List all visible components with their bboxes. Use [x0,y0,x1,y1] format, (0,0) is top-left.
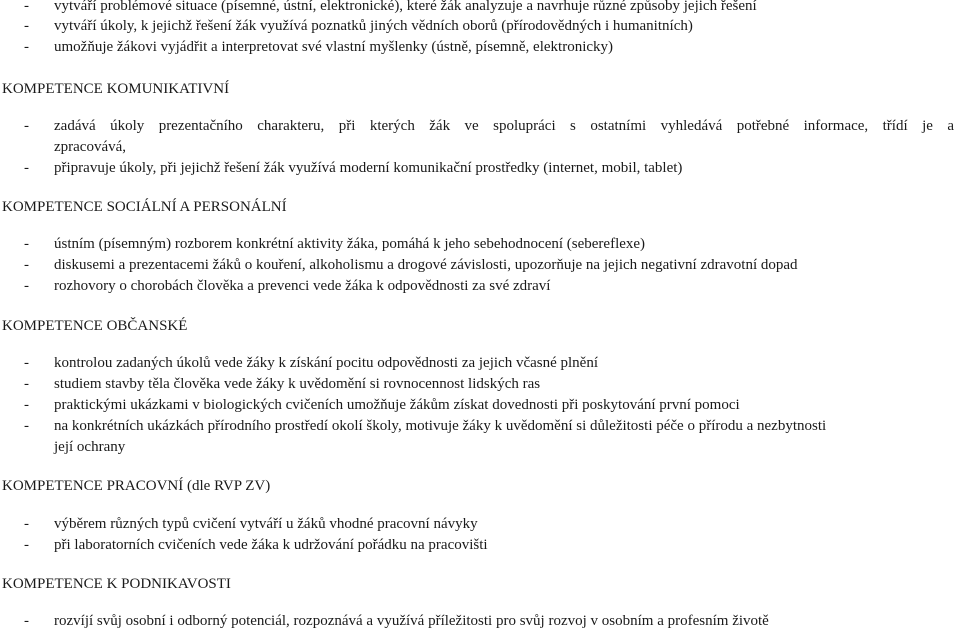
list-item-text: umožňuje žákovi vyjádřit a interpretovat své vlastní myšlenky (ústně, písemně, elektronicky) [54,39,614,55]
list-item-text: zadává úkoly prezentačního charakteru, při kterých žák ve spolupráci s ostatními vyhledává potřebné informace, třídí je a [54,118,954,134]
bullet-dash: - [24,613,29,629]
bullet-dash: - [24,537,29,553]
bullet-dash: - [24,418,29,434]
section-heading-pracovni [2,477,270,496]
bullet-dash: - [24,236,29,252]
bullet-dash: - [24,18,29,34]
list-item-text: připravuje úkoly, při jejichž řešení žák využívá moderní komunikační prostředky (internet, mobil, tablet) [54,160,683,176]
section-heading-socialni-personalni: KOMPETENCE SOCIÁLNÍ A PERSONÁLNÍ [2,199,287,215]
bullet-dash: - [24,397,29,413]
bullet-dash: - [24,257,29,273]
list-item-text: ústním (písemným) rozborem konkrétní aktivity žáka, pomáhá k jeho sebehodnocení (sebereflexe) [54,236,646,252]
heading-suffix: (dle RVP ZV) [183,478,271,494]
list-item-text: výběrem různých typů cvičení vytváří u žáků vhodné pracovní návyky [54,516,478,532]
list-item-text: rozvíjí svůj osobní i odborný potenciál, rozpoznává a využívá příležitosti pro svůj rozvoj v osobním a profesním životě [54,613,769,629]
list-item-text: na konkrétních ukázkách přírodního prostředí okolí školy, motivuje žáky k uvědomění si důležitosti péče o přírodu a nezbytnosti [54,418,827,434]
bullet-dash: - [24,0,29,14]
heading-text: KOMPETENCE PRACOVNÍ [2,478,184,494]
list-item-text: diskusemi a prezentacemi žáků o kouření, alkoholismu a drogové závislosti, upozorňuje na jejich negativní zdravotní dopad [54,257,798,273]
bullet-dash: - [24,39,29,55]
bullet-dash: - [24,118,29,134]
list-item-text: při laboratorních cvičeních vede žáka k udržování pořádku na pracovišti [54,537,488,553]
list-item-text: rozhovory o chorobách člověka a prevenci vede žáka k odpovědnosti za své zdraví [54,278,551,294]
bullet-dash: - [24,355,29,371]
list-item-text: praktickými ukázkami v biologických cvičeních umožňuje žákům získat dovednosti při poskytování první pomoci [54,397,740,413]
list-item-text: studiem stavby těla člověka vede žáky k uvědomění si rovnocennost lidských ras [54,376,541,392]
section-heading-podnikavost: KOMPETENCE K PODNIKAVOSTI [2,576,231,592]
list-item-text: vytváří úkoly, k jejichž řešení žák využívá poznatků jiných vědních oborů (přírodovědných i humanitních) [54,18,693,34]
list-item-text: zpracovává, [54,139,127,155]
bullet-dash: - [24,278,29,294]
bullet-dash: - [24,516,29,532]
bullet-dash: - [24,160,29,176]
list-item-text: vytváří problémové situace (písemné, ústní, elektronické), které žák analyzuje a navrhuje různé způsoby jejich řešení [54,0,757,14]
section-heading-obcanske: KOMPETENCE OBČANSKÉ [2,318,188,334]
bullet-dash: - [24,376,29,392]
section-heading-komunikativni: KOMPETENCE KOMUNIKATIVNÍ [2,81,230,97]
list-item-text: její ochrany [54,439,126,455]
list-item-text: kontrolou zadaných úkolů vede žáky k získání pocitu odpovědnosti za jejich včasné plnění [54,355,599,371]
